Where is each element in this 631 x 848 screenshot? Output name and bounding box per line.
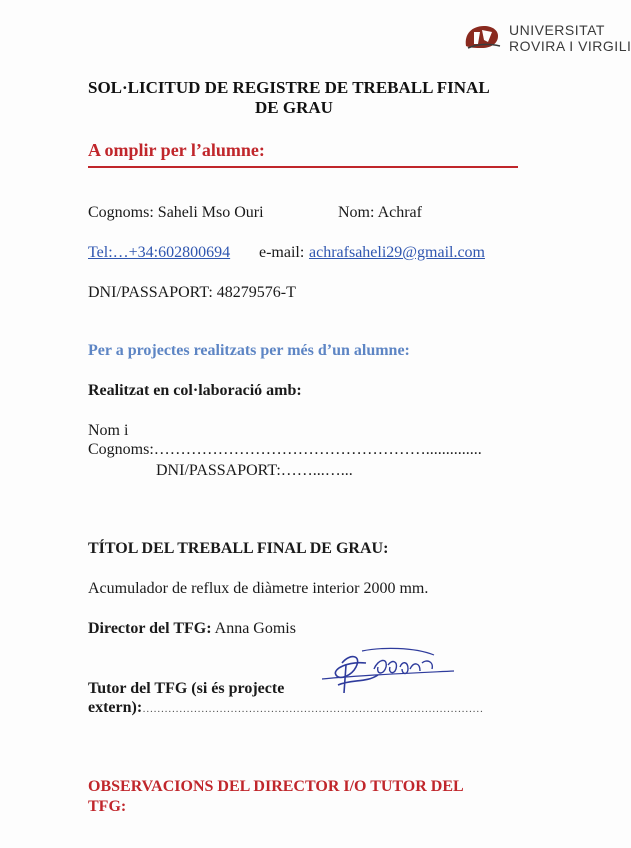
student-phone-link[interactable]: Tel:…+34:602800694 — [88, 244, 231, 261]
document-title-line2: DE GRAU — [255, 98, 333, 117]
director-label: Director del TFG: — [88, 620, 212, 637]
section-title-heading: TÍTOL DEL TREBALL FINAL DE GRAU: — [88, 540, 389, 557]
student-name: Nom: Achraf — [338, 204, 422, 221]
collab-surnames-field: Cognoms:…………………………………………….............. — [88, 441, 482, 458]
director-row — [88, 620, 296, 638]
director-name: Anna Gomis — [211, 620, 296, 637]
student-dni: DNI/PASSAPORT: 48279576-T — [88, 284, 296, 301]
university-logo-icon — [462, 20, 502, 52]
director-signature — [322, 645, 457, 697]
collab-dni-field: DNI/PASSAPORT:……...…... — [156, 462, 353, 479]
email-label: e-mail: — [259, 244, 305, 261]
section-multi-heading: Per a projectes realitzats per més d’un alumne: — [88, 342, 410, 359]
tutor-label-line1: Tutor del TFG (si és projecte — [88, 680, 285, 697]
university-name-line2: ROVIRA I VIRGILI — [509, 38, 631, 54]
section-divider — [88, 166, 518, 168]
section-student-heading: A omplir per l’alumne: — [88, 140, 265, 160]
observations-heading-line1: OBSERVACIONS DEL DIRECTOR I/O TUTOR DEL — [88, 778, 464, 795]
collab-name-label: Nom i — [88, 422, 129, 439]
university-name-line1: UNIVERSITAT — [509, 22, 605, 38]
student-email-link[interactable]: achrafsaheli29@gmail.com — [309, 244, 485, 261]
tutor-label-line2: extern): — [88, 699, 143, 716]
tutor-fill-dots: ………………………………………………………………………………… — [142, 703, 484, 715]
student-surnames: Cognoms: Saheli Mso Ouri — [88, 204, 264, 221]
tutor-row — [88, 699, 483, 717]
collab-heading: Realitzat en col·laboració amb: — [88, 382, 302, 399]
document-title-line1: SOL·LICITUD DE REGISTRE DE TREBALL FINAL — [88, 78, 490, 97]
tfg-title: Acumulador de reflux de diàmetre interior 2000 mm. — [88, 580, 429, 597]
observations-heading-line2: TFG: — [88, 798, 127, 815]
